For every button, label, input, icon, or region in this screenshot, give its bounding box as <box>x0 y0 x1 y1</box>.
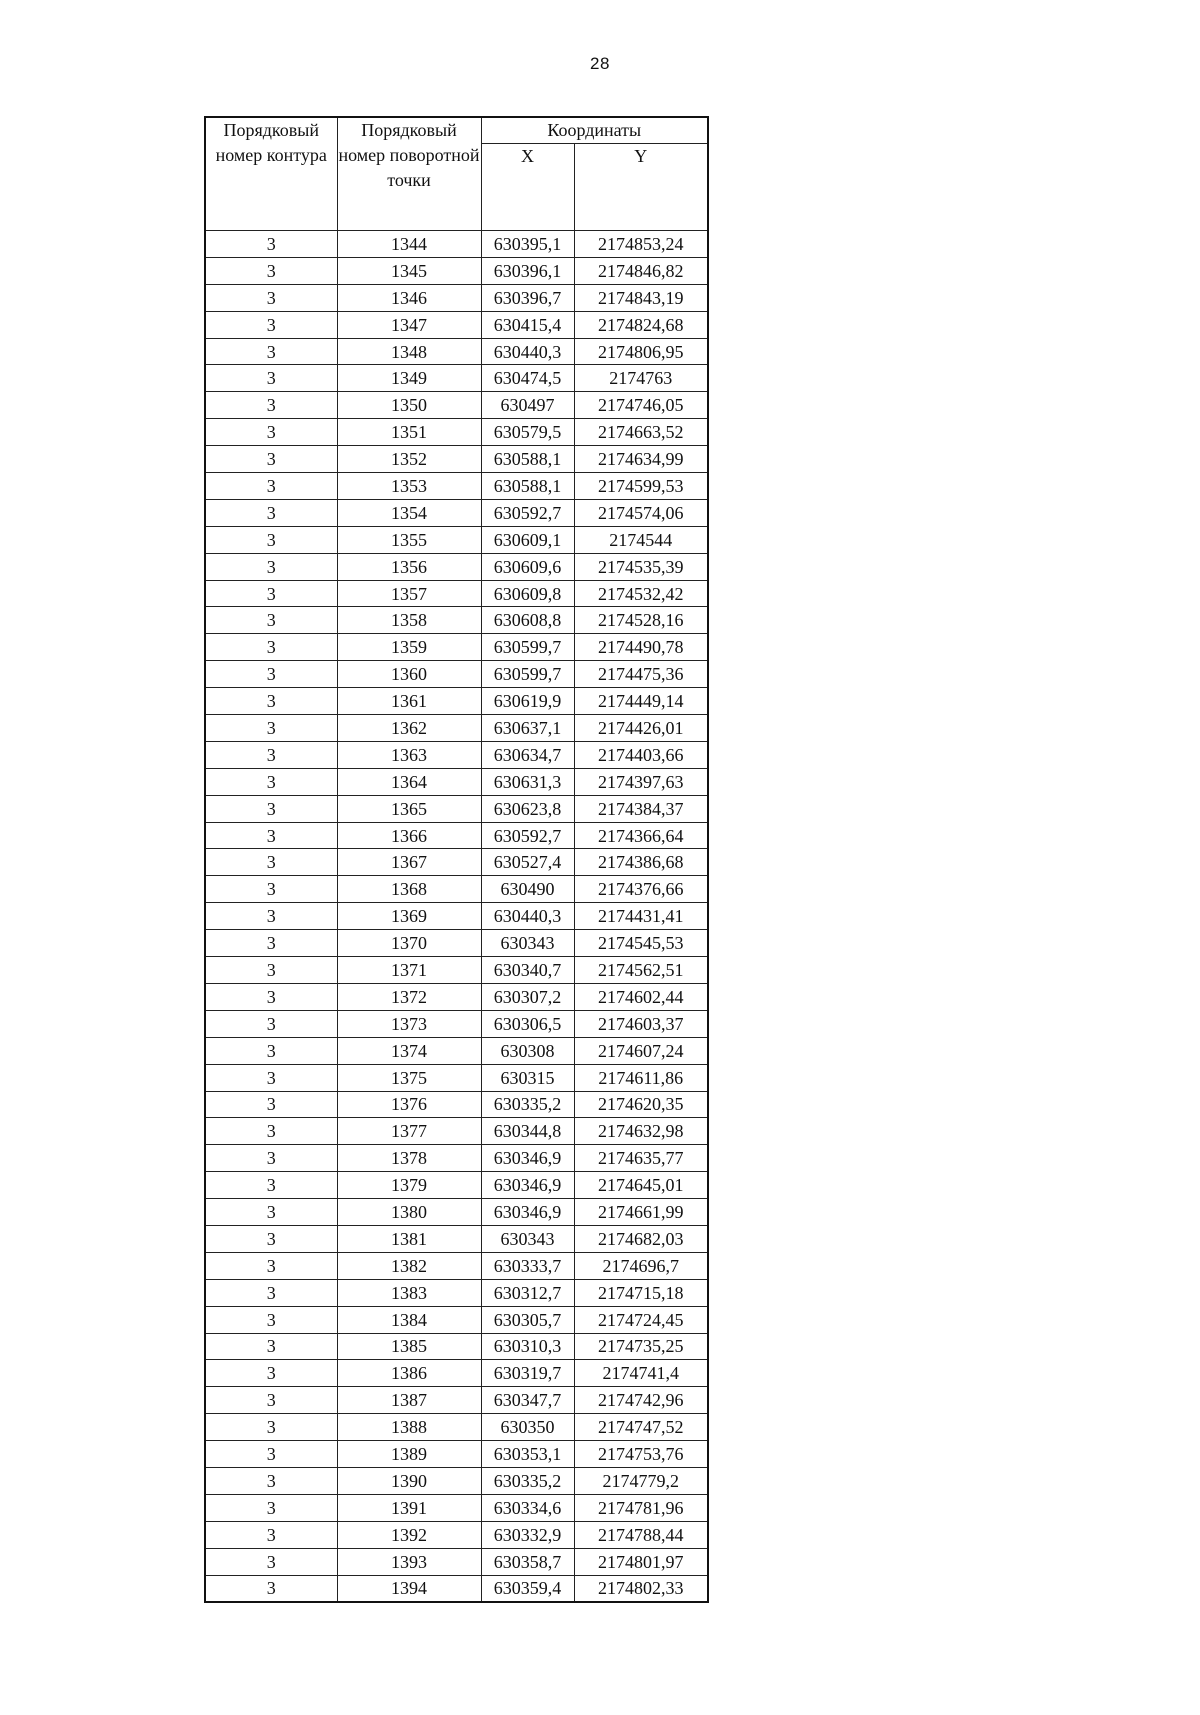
cell-x: 630340,7 <box>481 957 574 984</box>
cell-y: 2174599,53 <box>574 473 708 500</box>
cell-y: 2174781,96 <box>574 1494 708 1521</box>
table-row <box>205 526 708 553</box>
table-row <box>205 1521 708 1548</box>
cell-point-number: 1364 <box>337 768 481 795</box>
cell-x: 630579,5 <box>481 419 574 446</box>
cell-y: 2174431,41 <box>574 903 708 930</box>
cell-contour-number: 3 <box>205 849 337 876</box>
cell-y: 2174682,03 <box>574 1225 708 1252</box>
cell-contour-number: 3 <box>205 1441 337 1468</box>
header-contour-number: Порядковый номер контура <box>205 117 337 231</box>
cell-x: 630396,7 <box>481 284 574 311</box>
table-row <box>205 1279 708 1306</box>
cell-x: 630334,6 <box>481 1494 574 1521</box>
cell-contour-number: 3 <box>205 1118 337 1145</box>
cell-point-number: 1385 <box>337 1333 481 1360</box>
table-row <box>205 1145 708 1172</box>
cell-y: 2174779,2 <box>574 1467 708 1494</box>
table-row <box>205 1467 708 1494</box>
cell-point-number: 1345 <box>337 257 481 284</box>
cell-point-number: 1366 <box>337 822 481 849</box>
cell-point-number: 1391 <box>337 1494 481 1521</box>
cell-contour-number: 3 <box>205 1494 337 1521</box>
table-row <box>205 903 708 930</box>
table-row <box>205 1172 708 1199</box>
cell-y: 2174763 <box>574 365 708 392</box>
cell-point-number: 1349 <box>337 365 481 392</box>
cell-point-number: 1348 <box>337 338 481 365</box>
cell-contour-number: 3 <box>205 580 337 607</box>
table-row <box>205 607 708 634</box>
cell-y: 2174634,99 <box>574 446 708 473</box>
cell-point-number: 1381 <box>337 1225 481 1252</box>
cell-y: 2174475,36 <box>574 661 708 688</box>
cell-x: 630623,8 <box>481 795 574 822</box>
cell-y: 2174802,33 <box>574 1575 708 1602</box>
cell-x: 630306,5 <box>481 1010 574 1037</box>
table-row <box>205 1064 708 1091</box>
cell-point-number: 1357 <box>337 580 481 607</box>
table-row <box>205 365 708 392</box>
cell-y: 2174603,37 <box>574 1010 708 1037</box>
cell-x: 630312,7 <box>481 1279 574 1306</box>
cell-y: 2174753,76 <box>574 1441 708 1468</box>
cell-point-number: 1373 <box>337 1010 481 1037</box>
cell-x: 630346,9 <box>481 1199 574 1226</box>
cell-contour-number: 3 <box>205 957 337 984</box>
cell-y: 2174661,99 <box>574 1199 708 1226</box>
cell-point-number: 1376 <box>337 1091 481 1118</box>
cell-contour-number: 3 <box>205 419 337 446</box>
cell-point-number: 1384 <box>337 1306 481 1333</box>
cell-point-number: 1356 <box>337 553 481 580</box>
cell-y: 2174741,4 <box>574 1360 708 1387</box>
cell-contour-number: 3 <box>205 499 337 526</box>
cell-y: 2174645,01 <box>574 1172 708 1199</box>
cell-point-number: 1360 <box>337 661 481 688</box>
table-row <box>205 1306 708 1333</box>
cell-x: 630608,8 <box>481 607 574 634</box>
cell-contour-number: 3 <box>205 1414 337 1441</box>
cell-contour-number: 3 <box>205 688 337 715</box>
cell-point-number: 1351 <box>337 419 481 446</box>
cell-contour-number: 3 <box>205 473 337 500</box>
cell-y: 2174746,05 <box>574 392 708 419</box>
cell-x: 630527,4 <box>481 849 574 876</box>
cell-point-number: 1353 <box>337 473 481 500</box>
cell-contour-number: 3 <box>205 822 337 849</box>
cell-contour-number: 3 <box>205 1037 337 1064</box>
table-row <box>205 1010 708 1037</box>
cell-x: 630599,7 <box>481 661 574 688</box>
cell-x: 630333,7 <box>481 1252 574 1279</box>
cell-x: 630358,7 <box>481 1548 574 1575</box>
cell-contour-number: 3 <box>205 1575 337 1602</box>
cell-y: 2174386,68 <box>574 849 708 876</box>
table-row <box>205 688 708 715</box>
cell-contour-number: 3 <box>205 1145 337 1172</box>
page-number: 28 <box>590 54 610 73</box>
cell-contour-number: 3 <box>205 1360 337 1387</box>
cell-contour-number: 3 <box>205 1199 337 1226</box>
cell-point-number: 1383 <box>337 1279 481 1306</box>
cell-contour-number: 3 <box>205 1064 337 1091</box>
cell-contour-number: 3 <box>205 553 337 580</box>
cell-x: 630307,2 <box>481 983 574 1010</box>
cell-contour-number: 3 <box>205 1521 337 1548</box>
cell-y: 2174562,51 <box>574 957 708 984</box>
cell-point-number: 1370 <box>337 930 481 957</box>
header-point-number: Порядковый номер поворотной точки <box>337 117 481 231</box>
table-row <box>205 1199 708 1226</box>
table-row <box>205 419 708 446</box>
cell-contour-number: 3 <box>205 1252 337 1279</box>
cell-point-number: 1379 <box>337 1172 481 1199</box>
cell-contour-number: 3 <box>205 903 337 930</box>
cell-y: 2174449,14 <box>574 688 708 715</box>
cell-x: 630335,2 <box>481 1467 574 1494</box>
cell-y: 2174724,45 <box>574 1306 708 1333</box>
cell-x: 630609,6 <box>481 553 574 580</box>
cell-contour-number: 3 <box>205 1548 337 1575</box>
table-row <box>205 876 708 903</box>
cell-y: 2174843,19 <box>574 284 708 311</box>
table-row <box>205 257 708 284</box>
cell-y: 2174747,52 <box>574 1414 708 1441</box>
cell-x: 630631,3 <box>481 768 574 795</box>
cell-y: 2174696,7 <box>574 1252 708 1279</box>
cell-y: 2174715,18 <box>574 1279 708 1306</box>
cell-x: 630440,3 <box>481 338 574 365</box>
table-row <box>205 957 708 984</box>
cell-x: 630308 <box>481 1037 574 1064</box>
table-row <box>205 822 708 849</box>
cell-contour-number: 3 <box>205 1225 337 1252</box>
cell-contour-number: 3 <box>205 715 337 742</box>
cell-point-number: 1346 <box>337 284 481 311</box>
header-x: X <box>481 144 574 231</box>
table-row <box>205 1575 708 1602</box>
table-row <box>205 930 708 957</box>
table-row <box>205 983 708 1010</box>
cell-y: 2174376,66 <box>574 876 708 903</box>
cell-contour-number: 3 <box>205 1279 337 1306</box>
cell-contour-number: 3 <box>205 876 337 903</box>
cell-y: 2174532,42 <box>574 580 708 607</box>
cell-y: 2174602,44 <box>574 983 708 1010</box>
table-row <box>205 1333 708 1360</box>
coordinates-table <box>204 116 709 1603</box>
cell-x: 630588,1 <box>481 446 574 473</box>
cell-x: 630305,7 <box>481 1306 574 1333</box>
table-row <box>205 715 708 742</box>
cell-contour-number: 3 <box>205 661 337 688</box>
cell-point-number: 1368 <box>337 876 481 903</box>
cell-x: 630592,7 <box>481 822 574 849</box>
cell-y: 2174426,01 <box>574 715 708 742</box>
cell-point-number: 1365 <box>337 795 481 822</box>
cell-x: 630335,2 <box>481 1091 574 1118</box>
cell-point-number: 1367 <box>337 849 481 876</box>
cell-y: 2174620,35 <box>574 1091 708 1118</box>
cell-y: 2174801,97 <box>574 1548 708 1575</box>
table-row <box>205 1037 708 1064</box>
cell-contour-number: 3 <box>205 741 337 768</box>
cell-x: 630490 <box>481 876 574 903</box>
cell-contour-number: 3 <box>205 768 337 795</box>
cell-y: 2174545,53 <box>574 930 708 957</box>
table-row <box>205 446 708 473</box>
cell-point-number: 1354 <box>337 499 481 526</box>
cell-x: 630343 <box>481 1225 574 1252</box>
cell-point-number: 1369 <box>337 903 481 930</box>
cell-point-number: 1380 <box>337 1199 481 1226</box>
header-y: Y <box>574 144 708 231</box>
cell-y: 2174366,64 <box>574 822 708 849</box>
cell-y: 2174490,78 <box>574 634 708 661</box>
cell-point-number: 1388 <box>337 1414 481 1441</box>
cell-y: 2174735,25 <box>574 1333 708 1360</box>
cell-point-number: 1371 <box>337 957 481 984</box>
table-row <box>205 1252 708 1279</box>
cell-y: 2174607,24 <box>574 1037 708 1064</box>
table-row <box>205 499 708 526</box>
cell-point-number: 1344 <box>337 231 481 258</box>
cell-y: 2174632,98 <box>574 1118 708 1145</box>
cell-point-number: 1347 <box>337 311 481 338</box>
cell-x: 630599,7 <box>481 634 574 661</box>
table-row <box>205 1414 708 1441</box>
cell-x: 630592,7 <box>481 499 574 526</box>
cell-x: 630619,9 <box>481 688 574 715</box>
cell-y: 2174788,44 <box>574 1521 708 1548</box>
cell-y: 2174397,63 <box>574 768 708 795</box>
table-row <box>205 1441 708 1468</box>
cell-point-number: 1352 <box>337 446 481 473</box>
table-row <box>205 795 708 822</box>
cell-point-number: 1362 <box>337 715 481 742</box>
cell-x: 630588,1 <box>481 473 574 500</box>
cell-x: 630310,3 <box>481 1333 574 1360</box>
cell-point-number: 1372 <box>337 983 481 1010</box>
cell-x: 630359,4 <box>481 1575 574 1602</box>
cell-x: 630609,8 <box>481 580 574 607</box>
cell-y: 2174824,68 <box>574 311 708 338</box>
cell-x: 630346,9 <box>481 1172 574 1199</box>
cell-y: 2174853,24 <box>574 231 708 258</box>
table-row <box>205 1494 708 1521</box>
cell-point-number: 1359 <box>337 634 481 661</box>
cell-y: 2174528,16 <box>574 607 708 634</box>
cell-contour-number: 3 <box>205 1306 337 1333</box>
header-coordinates: Координаты <box>481 117 708 144</box>
cell-contour-number: 3 <box>205 930 337 957</box>
cell-y: 2174846,82 <box>574 257 708 284</box>
table-header <box>205 117 708 231</box>
cell-contour-number: 3 <box>205 795 337 822</box>
cell-y: 2174535,39 <box>574 553 708 580</box>
table-row <box>205 634 708 661</box>
cell-contour-number: 3 <box>205 231 337 258</box>
table-row <box>205 580 708 607</box>
table-row <box>205 849 708 876</box>
table-row <box>205 553 708 580</box>
cell-x: 630344,8 <box>481 1118 574 1145</box>
cell-point-number: 1374 <box>337 1037 481 1064</box>
cell-contour-number: 3 <box>205 526 337 553</box>
cell-x: 630637,1 <box>481 715 574 742</box>
cell-point-number: 1350 <box>337 392 481 419</box>
cell-y: 2174611,86 <box>574 1064 708 1091</box>
cell-x: 630346,9 <box>481 1145 574 1172</box>
cell-point-number: 1393 <box>337 1548 481 1575</box>
cell-point-number: 1389 <box>337 1441 481 1468</box>
cell-x: 630332,9 <box>481 1521 574 1548</box>
cell-point-number: 1387 <box>337 1387 481 1414</box>
cell-x: 630609,1 <box>481 526 574 553</box>
cell-point-number: 1378 <box>337 1145 481 1172</box>
cell-y: 2174742,96 <box>574 1387 708 1414</box>
cell-y: 2174384,37 <box>574 795 708 822</box>
cell-point-number: 1375 <box>337 1064 481 1091</box>
cell-contour-number: 3 <box>205 1091 337 1118</box>
cell-contour-number: 3 <box>205 338 337 365</box>
cell-contour-number: 3 <box>205 1387 337 1414</box>
cell-x: 630315 <box>481 1064 574 1091</box>
cell-point-number: 1392 <box>337 1521 481 1548</box>
cell-point-number: 1382 <box>337 1252 481 1279</box>
cell-point-number: 1390 <box>337 1467 481 1494</box>
cell-point-number: 1361 <box>337 688 481 715</box>
cell-contour-number: 3 <box>205 365 337 392</box>
cell-x: 630497 <box>481 392 574 419</box>
cell-point-number: 1363 <box>337 741 481 768</box>
table-row <box>205 1225 708 1252</box>
cell-contour-number: 3 <box>205 311 337 338</box>
table-body <box>205 231 708 1603</box>
cell-x: 630396,1 <box>481 257 574 284</box>
cell-contour-number: 3 <box>205 1467 337 1494</box>
cell-x: 630343 <box>481 930 574 957</box>
table-row <box>205 284 708 311</box>
cell-y: 2174544 <box>574 526 708 553</box>
cell-contour-number: 3 <box>205 284 337 311</box>
cell-point-number: 1386 <box>337 1360 481 1387</box>
cell-y: 2174403,66 <box>574 741 708 768</box>
table-row <box>205 1360 708 1387</box>
cell-y: 2174574,06 <box>574 499 708 526</box>
cell-point-number: 1394 <box>337 1575 481 1602</box>
table-row <box>205 1118 708 1145</box>
cell-y: 2174635,77 <box>574 1145 708 1172</box>
cell-x: 630474,5 <box>481 365 574 392</box>
cell-y: 2174663,52 <box>574 419 708 446</box>
table-row <box>205 768 708 795</box>
cell-contour-number: 3 <box>205 257 337 284</box>
table-row <box>205 338 708 365</box>
cell-x: 630395,1 <box>481 231 574 258</box>
cell-point-number: 1358 <box>337 607 481 634</box>
cell-contour-number: 3 <box>205 1172 337 1199</box>
cell-contour-number: 3 <box>205 446 337 473</box>
cell-contour-number: 3 <box>205 634 337 661</box>
cell-x: 630350 <box>481 1414 574 1441</box>
cell-contour-number: 3 <box>205 1010 337 1037</box>
table-row <box>205 661 708 688</box>
cell-y: 2174806,95 <box>574 338 708 365</box>
table-row <box>205 392 708 419</box>
table-row <box>205 311 708 338</box>
cell-contour-number: 3 <box>205 392 337 419</box>
cell-point-number: 1355 <box>337 526 481 553</box>
cell-contour-number: 3 <box>205 1333 337 1360</box>
cell-x: 630347,7 <box>481 1387 574 1414</box>
cell-contour-number: 3 <box>205 983 337 1010</box>
cell-x: 630440,3 <box>481 903 574 930</box>
table-row <box>205 741 708 768</box>
table-row <box>205 1091 708 1118</box>
table-row <box>205 1548 708 1575</box>
table-row <box>205 1387 708 1414</box>
cell-x: 630319,7 <box>481 1360 574 1387</box>
cell-point-number: 1377 <box>337 1118 481 1145</box>
cell-contour-number: 3 <box>205 607 337 634</box>
cell-x: 630415,4 <box>481 311 574 338</box>
table-row <box>205 231 708 258</box>
cell-x: 630353,1 <box>481 1441 574 1468</box>
cell-x: 630634,7 <box>481 741 574 768</box>
table-row <box>205 473 708 500</box>
